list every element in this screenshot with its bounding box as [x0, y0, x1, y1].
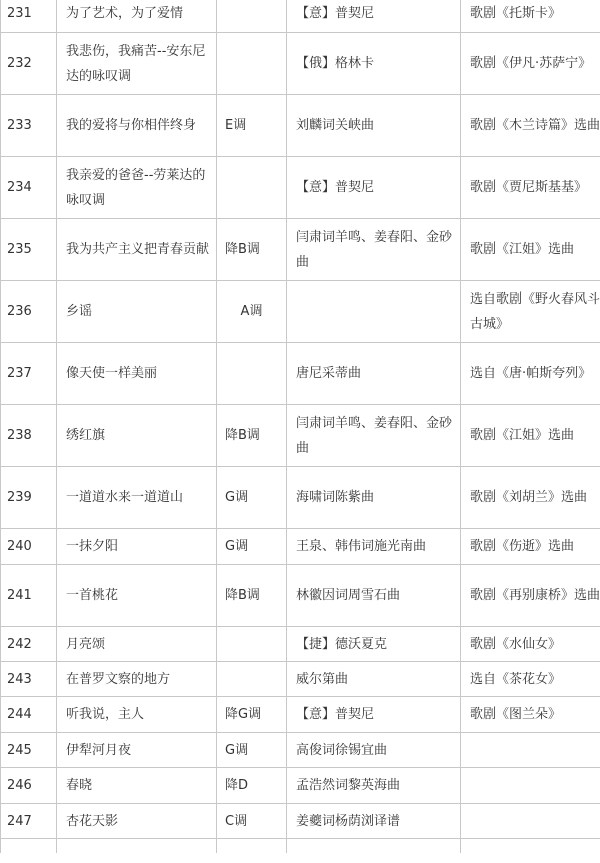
song-title: 春晓	[57, 768, 217, 804]
song-key	[217, 157, 287, 219]
row-number: 234	[1, 157, 57, 219]
table-row	[1, 565, 600, 627]
song-author: 【意】普契尼	[287, 157, 461, 219]
row-number: 236	[1, 281, 57, 343]
row-number: 240	[1, 529, 57, 565]
song-source: 选自《唐·帕斯夸列》	[461, 343, 600, 405]
song-key: 降G调	[217, 697, 287, 733]
song-source: 歌剧《图兰朵》	[461, 697, 600, 733]
song-author: 【捷】德沃夏克	[287, 627, 461, 662]
song-source: 歌剧《伊凡·苏萨宁》	[461, 33, 600, 95]
song-author: 姜夔词杨荫浏译谱	[287, 804, 461, 839]
song-title: 伊犁河月夜	[57, 733, 217, 768]
table-row	[1, 733, 600, 768]
song-key	[217, 662, 287, 697]
song-source: 歌剧《刘胡兰》选曲	[461, 467, 600, 529]
table-row	[1, 95, 600, 157]
song-author: 【意】普契尼	[287, 697, 461, 733]
row-number: 237	[1, 343, 57, 405]
row-number: 243	[1, 662, 57, 697]
song-key: C调	[217, 804, 287, 839]
song-key: G调	[217, 467, 287, 529]
song-title: 为了艺术，为了爱情	[57, 0, 217, 33]
row-number: 235	[1, 219, 57, 281]
song-key: 降B调	[217, 405, 287, 467]
song-title: 绣红旗	[57, 405, 217, 467]
song-author: 闫肃词羊鸣、姜春阳、金砂曲	[287, 219, 461, 281]
song-author: 孟浩然词黎英海曲	[287, 768, 461, 804]
table-row	[1, 768, 600, 804]
row-number: 233	[1, 95, 57, 157]
table-row	[1, 529, 600, 565]
song-title: 听我说，主人	[57, 697, 217, 733]
table-row	[1, 405, 600, 467]
empty-cell	[57, 839, 217, 853]
song-source	[461, 733, 600, 768]
song-source: 歌剧《木兰诗篇》选曲	[461, 95, 600, 157]
row-number: 245	[1, 733, 57, 768]
empty-cell	[287, 839, 461, 853]
song-author	[287, 281, 461, 343]
song-author: 王泉、韩伟词施光南曲	[287, 529, 461, 565]
empty-cell	[1, 839, 57, 853]
row-number: 247	[1, 804, 57, 839]
song-source	[461, 768, 600, 804]
song-author: 闫肃词羊鸣、姜春阳、金砂曲	[287, 405, 461, 467]
row-number: 241	[1, 565, 57, 627]
song-author: 【俄】格林卡	[287, 33, 461, 95]
song-source: 歌剧《贾尼斯基基》	[461, 157, 600, 219]
song-key	[217, 33, 287, 95]
song-source: 选自《茶花女》	[461, 662, 600, 697]
song-title: 在普罗文察的地方	[57, 662, 217, 697]
row-number: 239	[1, 467, 57, 529]
table-row	[1, 662, 600, 697]
table-row	[1, 343, 600, 405]
song-title: 乡谣	[57, 281, 217, 343]
row-number: 244	[1, 697, 57, 733]
song-source: 选自歌剧《野火春风斗古城》	[461, 281, 600, 343]
song-key	[217, 627, 287, 662]
song-title: 杏花天影	[57, 804, 217, 839]
row-number: 242	[1, 627, 57, 662]
table-row	[1, 804, 600, 839]
table-row	[1, 157, 600, 219]
song-source: 歌剧《江姐》选曲	[461, 405, 600, 467]
song-key: E调	[217, 95, 287, 157]
song-author: 【意】普契尼	[287, 0, 461, 33]
song-key: G调	[217, 733, 287, 768]
song-title: 一抹夕阳	[57, 529, 217, 565]
song-key: G调	[217, 529, 287, 565]
song-author: 高俊词徐锡宜曲	[287, 733, 461, 768]
song-title: 像天使一样美丽	[57, 343, 217, 405]
song-source: 歌剧《江姐》选曲	[461, 219, 600, 281]
song-title: 一首桃花	[57, 565, 217, 627]
song-source: 歌剧《伤逝》选曲	[461, 529, 600, 565]
row-number: 238	[1, 405, 57, 467]
row-number: 231	[1, 0, 57, 33]
song-title: 一道道水来一道道山	[57, 467, 217, 529]
song-key: 降D	[217, 768, 287, 804]
song-author: 刘麟词关峡曲	[287, 95, 461, 157]
table-row	[1, 467, 600, 529]
song-key: 降B调	[217, 565, 287, 627]
table-row	[1, 33, 600, 95]
table-row	[1, 219, 600, 281]
song-key	[217, 0, 287, 33]
song-title: 我的爱将与你相伴终身	[57, 95, 217, 157]
table-row	[1, 697, 600, 733]
song-author: 威尔第曲	[287, 662, 461, 697]
row-number: 246	[1, 768, 57, 804]
song-title: 月亮颂	[57, 627, 217, 662]
row-number: 232	[1, 33, 57, 95]
table-row	[1, 281, 600, 343]
song-source: 歌剧《再别康桥》选曲	[461, 565, 600, 627]
song-key: A调	[217, 281, 287, 343]
empty-cell	[461, 839, 600, 853]
song-title: 我悲伤，我痛苦--安东尼达的咏叹调	[57, 33, 217, 95]
table-row	[1, 0, 600, 33]
song-source: 歌剧《托斯卡》	[461, 0, 600, 33]
song-author: 唐尼采蒂曲	[287, 343, 461, 405]
song-source	[461, 804, 600, 839]
song-title: 我亲爱的爸爸--劳莱达的咏叹调	[57, 157, 217, 219]
song-author: 海啸词陈紫曲	[287, 467, 461, 529]
song-author: 林徽因词周雪石曲	[287, 565, 461, 627]
table-row-partial	[1, 839, 600, 853]
song-key	[217, 343, 287, 405]
song-source: 歌剧《水仙女》	[461, 627, 600, 662]
song-title: 我为共产主义把青春贡献	[57, 219, 217, 281]
table-row	[1, 627, 600, 662]
empty-cell	[217, 839, 287, 853]
song-key: 降B调	[217, 219, 287, 281]
